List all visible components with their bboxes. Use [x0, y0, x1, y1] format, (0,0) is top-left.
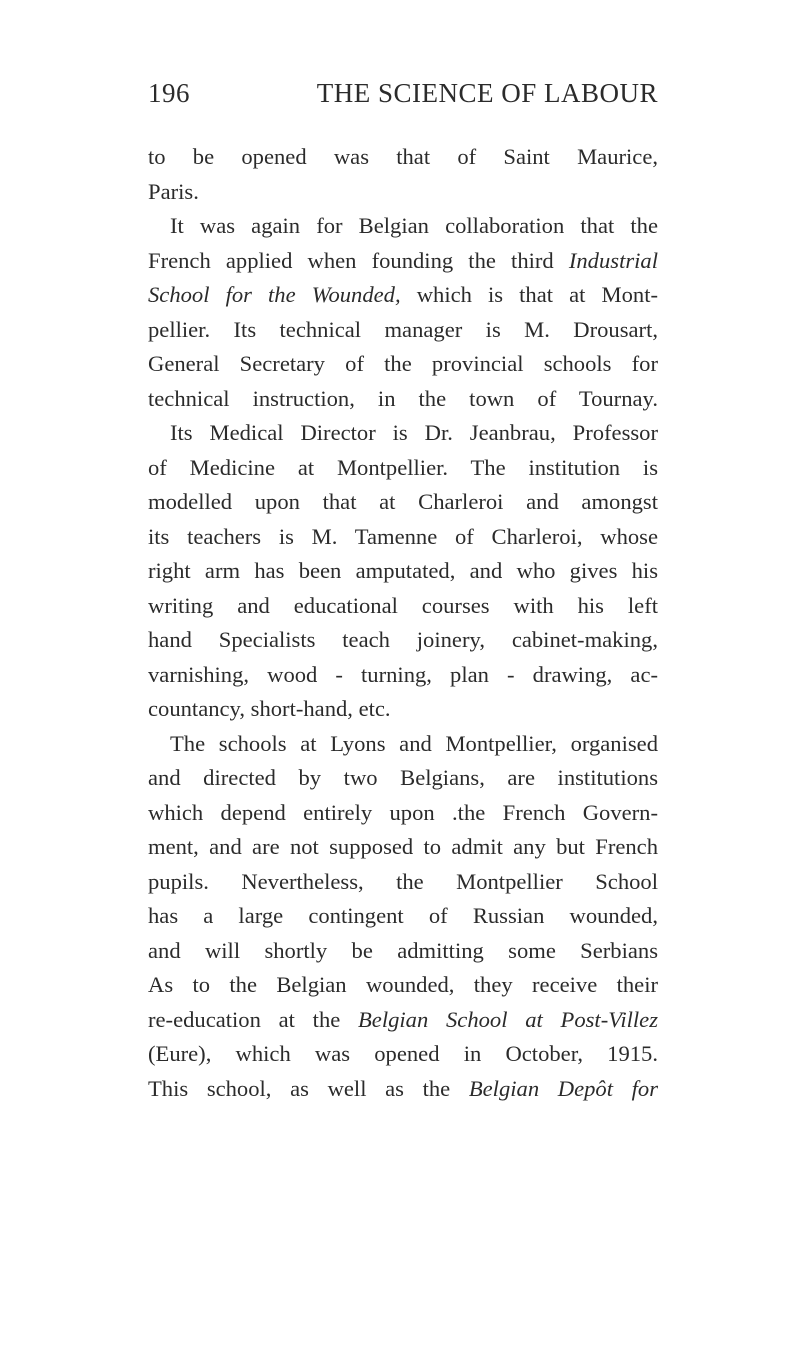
text-line: Its Medical Director is Dr. Jeanbrau, Professor: [170, 420, 658, 445]
page-number: 196: [148, 78, 190, 108]
text-line: [148, 1072, 658, 1107]
italic-title: Industrial: [568, 247, 658, 273]
text-line: has a large contingent of Russian wounded,: [148, 903, 658, 928]
text-line: varnishing, wood - turning, plan - drawing, ac-: [148, 661, 658, 687]
running-head: [148, 78, 658, 118]
line-segment: This school, as well as the: [148, 1075, 469, 1101]
text-line: ment, and are not supposed to admit any but French: [148, 834, 658, 859]
text-line: its teachers is M. Tamenne of Charleroi, whose: [148, 523, 658, 549]
running-title: THE SCIENCE OF LABOUR: [316, 78, 658, 108]
text-line: Paris.: [148, 178, 199, 204]
text-line: It was again for Belgian collaboration that the: [170, 213, 658, 238]
line-segment: re-education at the: [148, 1006, 358, 1032]
body-text: [148, 140, 658, 1106]
line-segment: French applied when founding the third: [148, 247, 569, 273]
text-line: countancy, short-hand, etc.: [148, 696, 391, 721]
text-line: modelled upon that at Charleroi and amongst: [148, 489, 658, 514]
text-line: right arm has been amputated, and who gives his: [148, 558, 658, 583]
text-line: [148, 244, 658, 279]
text-line: pellier. Its technical manager is M. Drousart,: [148, 316, 658, 342]
text-line: [148, 1003, 658, 1038]
text-line: and directed by two Belgians, are institutions: [148, 765, 658, 790]
text-line: As to the Belgian wounded, they receive their: [148, 972, 658, 997]
text-line: hand Specialists teach joinery, cabinet-making,: [148, 627, 658, 652]
line-segment: which is that at Mont-: [400, 282, 658, 307]
text-line: (Eure), which was opened in October, 1915.: [148, 1041, 658, 1066]
text-line: to be opened was that of Saint Maurice,: [148, 144, 658, 169]
text-line: General Secretary of the provincial schools for: [148, 351, 658, 376]
italic-title: School for the Wounded,: [148, 282, 401, 307]
italic-title: Belgian Depôt for: [468, 1075, 658, 1101]
text-line: writing and educational courses with his left: [148, 592, 658, 618]
text-line: [148, 278, 658, 313]
text-line: and will shortly be admitting some Serbians: [148, 937, 658, 963]
italic-title: Belgian School at Post-Villez: [358, 1006, 658, 1032]
text-line: The schools at Lyons and Montpellier, organised: [170, 730, 658, 756]
text-line: which depend entirely upon .the French Govern-: [148, 799, 658, 825]
text-line: of Medicine at Montpellier. The institution is: [148, 454, 658, 480]
text-line: pupils. Nevertheless, the Montpellier School: [148, 868, 658, 894]
text-line: technical instruction, in the town of Tournay.: [148, 385, 658, 411]
